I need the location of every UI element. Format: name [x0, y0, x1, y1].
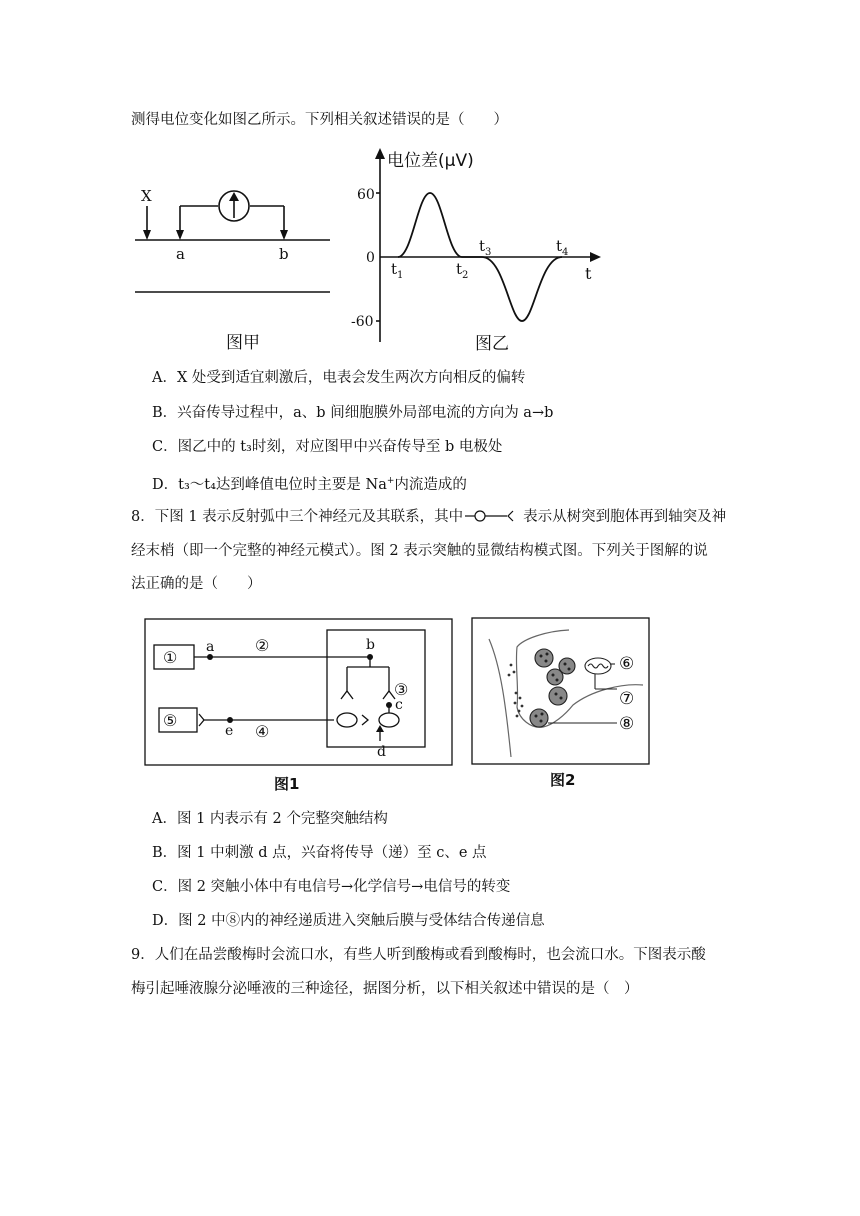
x-axis-label: t: [585, 264, 592, 283]
y-tick-60: 60: [357, 187, 375, 203]
x-tick-t4: $t_4$: [556, 237, 569, 258]
fig1-label-1: ①: [163, 648, 178, 667]
y-axis-label: 电位差(μV): [387, 151, 474, 171]
x-tick-t2: $t_2$: [456, 260, 469, 281]
fig2-label-8: ⑧: [619, 714, 635, 734]
figure-yi-chart: [340, 142, 600, 352]
neuron-symbol-icon: [463, 509, 523, 523]
fig2-label-6: ⑥: [619, 654, 635, 674]
q8-line-1: 8．下图 1 表示反射弧中三个神经元及其联系，其中 表示从树突到胞体再到轴突及神: [131, 509, 727, 525]
q8-option-a: A．图 1 内表示有 2 个完整突触结构: [152, 811, 388, 827]
label-x: X: [141, 187, 152, 205]
x-tick-t3: $t_3$: [479, 237, 492, 258]
fig1-label-a: a: [206, 639, 215, 655]
y-tick-0: 0: [366, 250, 375, 266]
fig1-label-b: b: [366, 637, 375, 653]
fig1-label-2: ②: [255, 636, 270, 655]
q7-option-b: B．兴奋传导过程中，a、b 间细胞膜外局部电流的方向为 a→b: [152, 405, 554, 421]
q7-option-c: C．图乙中的 t₃时刻，对应图甲中兴奋传导至 b 电极处: [152, 439, 503, 455]
q8-line-2: 经末梢（即一个完整的神经元模式）。图 2 表示突触的显微结构模式图。下列关于图解的说: [131, 543, 708, 559]
x-tick-t1: $t_1$: [391, 260, 404, 281]
fig2-label-7: ⑦: [619, 689, 635, 709]
q7-option-d: D．t₃～t₄达到峰值电位时主要是 Na+内流造成的: [152, 476, 467, 493]
figure-1-reflex-arc: [144, 617, 456, 793]
q9-line-1: 9．人们在品尝酸梅时会流口水，有些人听到酸梅或看到酸梅时，也会流口水。下图表示酸: [131, 947, 706, 963]
q8-option-b: B．图 1 中刺激 d 点，兴奋将传导（递）至 c、e 点: [152, 845, 487, 861]
label-b: b: [279, 245, 289, 263]
label-a: a: [176, 245, 185, 263]
fig2-caption: 图2: [550, 771, 576, 789]
fig1-label-3: ③: [394, 680, 409, 699]
fig1-label-e: e: [225, 723, 234, 739]
fig1-label-c: c: [395, 697, 403, 713]
fig1-label-4: ④: [255, 722, 270, 741]
fig1-label-d: d: [377, 744, 386, 760]
caption-yi: 图乙: [475, 334, 509, 354]
caption-jia: 图甲: [226, 333, 260, 353]
q9-line-2: 梅引起唾液腺分泌唾液的三种途径，据图分析，以下相关叙述中错误的是（ ）: [131, 981, 639, 997]
y-tick-neg60: -60: [351, 314, 374, 330]
q8-line-3: 法正确的是（ ）: [131, 576, 262, 592]
fig1-label-5: ⑤: [163, 711, 178, 730]
figure-2-synapse: [471, 617, 653, 793]
fig1-caption: 图1: [274, 775, 300, 793]
q8-option-d: D．图 2 中⑧内的神经递质进入突触后膜与受体结合传递信息: [152, 913, 545, 929]
q8-option-c: C．图 2 突触小体中有电信号→化学信号→电信号的转变: [152, 879, 511, 895]
q7-lead: 测得电位变化如图乙所示。下列相关叙述错误的是（ ）: [131, 112, 508, 128]
q7-option-a: A．X 处受到适宜刺激后，电表会发生两次方向相反的偏转: [152, 370, 526, 386]
figure-jia: [130, 170, 340, 353]
